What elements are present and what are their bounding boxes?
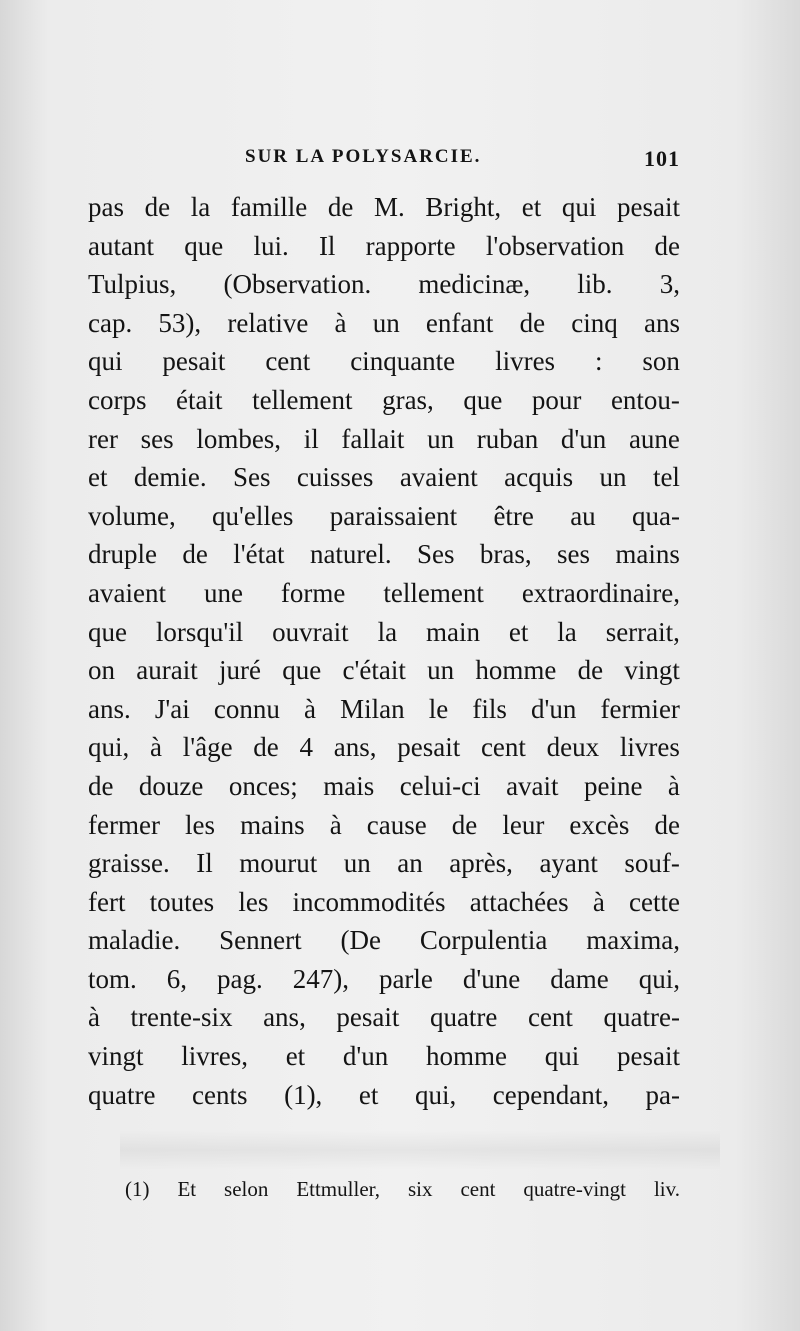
word: ses: [557, 539, 591, 570]
word: qui,: [88, 732, 130, 763]
word: relative: [227, 307, 309, 338]
word: peine: [584, 770, 643, 801]
word: serrait,: [605, 616, 680, 647]
text-line: [88, 806, 680, 845]
word: quatre: [429, 1002, 498, 1033]
word: rapporte: [365, 230, 456, 261]
word: de: [327, 192, 354, 222]
word: forme: [280, 577, 346, 608]
word: tellement: [383, 577, 484, 608]
word: (1): [125, 1177, 150, 1201]
text-line: [88, 342, 680, 381]
word: de: [519, 307, 546, 338]
word: et: [508, 616, 529, 647]
word: excès: [569, 809, 630, 840]
word: quatre-vingt: [523, 1177, 626, 1201]
text-line: [88, 304, 680, 343]
page-number: 101: [644, 146, 680, 171]
show-through-shadow: [120, 1130, 720, 1170]
word: c'était: [342, 655, 406, 686]
word: les: [238, 886, 269, 917]
word: leur: [502, 809, 545, 840]
word: attachées: [469, 886, 569, 917]
word: dame: [550, 963, 609, 994]
word: qui: [561, 192, 597, 222]
word: trente-six: [130, 1002, 233, 1033]
word: celui-ci: [399, 770, 481, 801]
word: un: [427, 423, 455, 454]
word: mais: [323, 770, 375, 801]
word: de: [182, 539, 208, 570]
word: main: [425, 616, 480, 647]
word: cependant,: [492, 1079, 609, 1110]
word: avait: [506, 770, 559, 801]
word: famille: [230, 192, 308, 222]
word: cents: [192, 1079, 248, 1110]
text-line: [88, 574, 680, 613]
word: liv.: [653, 1177, 680, 1201]
word: d'un: [530, 693, 577, 724]
word: maxima,: [586, 925, 680, 956]
word: (1),: [284, 1079, 323, 1110]
word: était: [176, 384, 223, 415]
word: graisse.: [88, 848, 170, 879]
word: volume,: [88, 500, 176, 531]
text-line: [88, 497, 680, 536]
word: toutes: [149, 886, 215, 917]
text-line: [88, 883, 680, 922]
word: lombes,: [196, 423, 282, 454]
word: à: [88, 1002, 100, 1033]
word: à: [303, 693, 316, 724]
word: d'un: [560, 423, 607, 454]
word: maladie.: [88, 925, 181, 956]
word: souf-: [624, 848, 680, 879]
word: à: [329, 809, 342, 840]
text-line: [88, 690, 680, 729]
word: homme: [426, 1041, 508, 1072]
word: on: [88, 655, 115, 686]
word: ans: [643, 307, 680, 338]
word: à: [334, 307, 347, 338]
word: cuisses: [296, 462, 374, 493]
word: vingt: [624, 655, 680, 686]
word: 4: [299, 732, 314, 763]
word: aurait: [136, 655, 198, 686]
word: connu: [213, 693, 280, 724]
text-line: [88, 458, 680, 497]
word: une: [203, 577, 243, 608]
word: corps: [88, 384, 147, 415]
word: mains: [240, 809, 305, 840]
word: qu'elles: [212, 500, 294, 531]
word: qui: [544, 1041, 580, 1072]
word: qui: [88, 346, 123, 377]
word: qua-: [631, 500, 680, 531]
word: avaient: [399, 462, 478, 493]
word: cent: [460, 1177, 496, 1201]
word: que: [463, 384, 503, 415]
word: pesait: [336, 1002, 400, 1033]
word: livres: [495, 346, 556, 377]
word: Tulpius,: [88, 269, 177, 300]
word: autant: [88, 230, 154, 261]
word: de: [577, 655, 604, 686]
word: Bright,: [425, 192, 502, 222]
word: qui,: [638, 963, 680, 994]
text-line: [88, 1076, 680, 1115]
word: être: [493, 500, 534, 531]
word: d'un: [342, 1041, 389, 1072]
word: cinquante: [350, 346, 456, 377]
text-line: [88, 767, 680, 806]
word: pesait: [616, 192, 680, 222]
word: la: [377, 616, 398, 647]
word: pesait: [397, 732, 461, 763]
word: fermier: [600, 693, 680, 724]
word: 247),: [292, 963, 349, 994]
word: l'observation: [485, 230, 625, 261]
text-line: [88, 728, 680, 767]
word: Et: [177, 1177, 197, 1201]
word: :: [594, 346, 603, 377]
word: que: [184, 230, 224, 261]
word: tellement: [252, 384, 353, 415]
word: fermer: [88, 809, 160, 840]
word: le: [428, 693, 449, 724]
word: un: [343, 848, 371, 879]
word: cinq: [571, 307, 618, 338]
word: pour: [531, 384, 582, 415]
word: de: [88, 770, 114, 801]
word: pesait: [616, 1041, 680, 1072]
word: vingt: [88, 1041, 144, 1072]
text-line: [88, 613, 680, 652]
word: cent: [265, 346, 311, 377]
text-line: [88, 188, 680, 227]
word: la: [190, 192, 211, 222]
word: et: [358, 1079, 379, 1110]
word: pesait: [162, 346, 226, 377]
word: et: [521, 192, 542, 222]
word: les: [185, 809, 216, 840]
word: lui.: [253, 230, 289, 261]
text-line: [88, 227, 680, 266]
word: lib.: [577, 269, 613, 300]
word: Il: [318, 230, 336, 261]
word: (Observation.: [223, 269, 372, 300]
word: Ettmuller,: [296, 1177, 381, 1201]
word: gras,: [382, 384, 434, 415]
word: ayant: [539, 848, 598, 879]
word: l'âge: [182, 732, 233, 763]
word: six: [407, 1177, 433, 1201]
text-line: [88, 381, 680, 420]
word: et: [88, 462, 108, 493]
word: Ses: [233, 462, 271, 493]
word: bras,: [479, 539, 532, 570]
word: juré: [219, 655, 261, 686]
word: pa-: [645, 1079, 680, 1110]
word: rer: [88, 423, 118, 454]
word: tel: [652, 462, 680, 493]
word: pag.: [216, 963, 263, 994]
word: fert: [88, 886, 126, 917]
word: il: [303, 423, 319, 454]
word: cent: [480, 732, 526, 763]
word: à: [667, 770, 680, 801]
word: de: [451, 809, 478, 840]
text-line: [88, 535, 680, 574]
word: cent: [527, 1002, 573, 1033]
word: (De: [340, 925, 381, 956]
word: medicinæ,: [418, 269, 531, 300]
word: Ses: [417, 539, 455, 570]
word: fallait: [341, 423, 405, 454]
word: demie.: [133, 462, 207, 493]
word: cette: [629, 886, 680, 917]
word: cap.: [88, 307, 133, 338]
word: 3,: [659, 269, 680, 300]
word: quatre-: [603, 1002, 680, 1033]
word: d'une: [462, 963, 521, 994]
word: cause: [366, 809, 427, 840]
word: lorsqu'il: [155, 616, 244, 647]
word: 53),: [158, 307, 202, 338]
word: ses: [140, 423, 174, 454]
word: un: [372, 307, 400, 338]
word: Sennert: [219, 925, 302, 956]
word: livres,: [181, 1041, 248, 1072]
word: la: [557, 616, 577, 647]
word: ouvrait: [272, 616, 349, 647]
word: un: [599, 462, 627, 493]
word: que: [282, 655, 322, 686]
word: livres: [619, 732, 680, 763]
word: naturel.: [309, 539, 392, 570]
word: entou-: [610, 384, 680, 415]
word: Il: [196, 848, 213, 879]
word: son: [642, 346, 680, 377]
word: ans,: [333, 732, 377, 763]
word: J'ai: [154, 693, 190, 724]
word: de: [144, 192, 171, 222]
word: à: [150, 732, 162, 763]
word: parle: [378, 963, 433, 994]
word: Milan: [340, 693, 405, 724]
word: deux: [546, 732, 600, 763]
text-line: [88, 420, 680, 459]
word: tom.: [88, 963, 137, 994]
word: incommodités: [292, 886, 446, 917]
word: ans.: [88, 693, 131, 724]
text-line: [88, 844, 680, 883]
text-line: [88, 921, 680, 960]
word: après,: [449, 848, 513, 879]
word: et: [285, 1041, 306, 1072]
word: à: [592, 886, 605, 917]
word: un: [427, 655, 455, 686]
footnote: [125, 1173, 680, 1205]
word: fils: [472, 693, 507, 724]
word: quatre: [88, 1079, 156, 1110]
word: mains: [615, 539, 680, 570]
word: ans,: [263, 1002, 306, 1033]
word: de: [654, 809, 680, 840]
text-line: [88, 960, 680, 999]
word: enfant: [425, 307, 494, 338]
word: selon: [224, 1177, 269, 1201]
word: pas: [88, 192, 124, 222]
word: aune: [628, 423, 680, 454]
text-line: [88, 1037, 680, 1076]
word: Corpulentia: [419, 925, 548, 956]
word: paraissaient: [329, 500, 458, 531]
text-line: [88, 998, 680, 1037]
word: l'état: [233, 539, 285, 570]
word: 6,: [166, 963, 187, 994]
word: avaient: [88, 577, 166, 608]
word: au: [570, 500, 596, 531]
word: que: [88, 616, 127, 647]
word: extraordinaire,: [521, 577, 680, 608]
word: mourut: [239, 848, 318, 879]
page-header: [90, 146, 680, 176]
word: acquis: [504, 462, 574, 493]
word: qui,: [414, 1079, 457, 1110]
text-line: [88, 265, 680, 304]
word: M.: [373, 192, 405, 222]
body-text: [88, 188, 680, 1114]
word: douze: [138, 770, 204, 801]
word: de: [253, 732, 279, 763]
word: an: [397, 848, 423, 879]
running-head: SUR LA POLYSARCIE.: [245, 146, 482, 167]
word: onces;: [228, 770, 298, 801]
word: homme: [475, 655, 557, 686]
word: ruban: [476, 423, 539, 454]
word: druple: [88, 539, 157, 570]
text-line: [88, 651, 680, 690]
word: de: [654, 230, 680, 261]
